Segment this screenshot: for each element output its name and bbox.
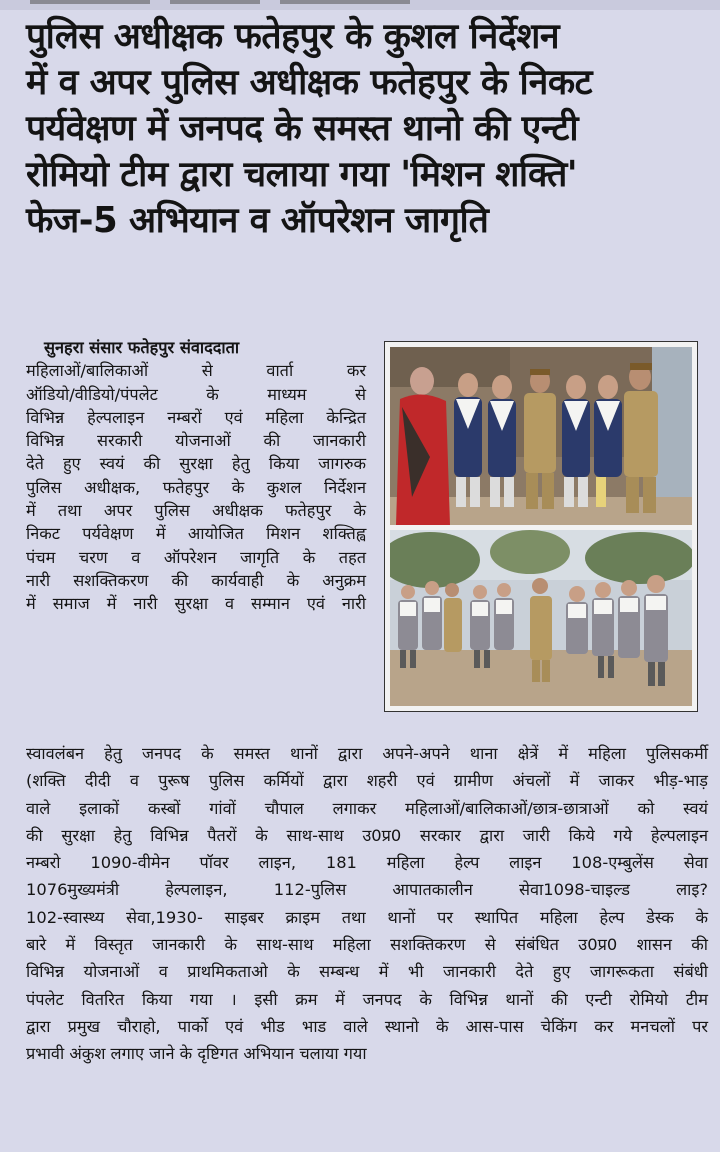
- column-line: देते हुए स्वयं की सुरक्षा हेतु किया जागरुक: [26, 454, 366, 474]
- column-line: ऑडियो/वीडियो/पंपलेट के माध्यम से: [26, 384, 366, 404]
- body-line: प्रभावी अंकुश लगाए जाने के दृष्टिगत अभियान चलाया गया: [26, 1044, 367, 1064]
- left-column-text: [26, 336, 366, 616]
- body-line: 102-स्वास्थ्य सेवा,1930- साइबर क्राइम तथा थानों पर स्थापित महिला हेल्प डेस्क के: [26, 907, 708, 927]
- headline: [26, 14, 706, 244]
- headline-line: में व अपर पुलिस अधीक्षक फतेहपुर के निकट: [26, 62, 593, 103]
- clipped-top-edge: [0, 0, 720, 10]
- body-line: विभिन्न योजनाओं व प्राथमिकताओ के सम्बन्ध में भी जानकारी देते हुए जागरूकता संबंधी: [26, 962, 709, 982]
- photo-outdoor-awareness-rally: [390, 530, 692, 706]
- headline-line: रोमियो टीम द्वारा चलाया गया 'मिशन शक्ति': [26, 154, 578, 195]
- photo-collage: [384, 341, 698, 712]
- body-line: पंपलेट वितरित किया गया । इसी क्रम में जनपद के विभिन्न थानों की एन्टी रोमियो टीम: [26, 989, 708, 1009]
- body-line: नम्बरो 1090-वीमेन पॉवर लाइन, 181 महिला हेल्प लाइन 108-एम्बुलेंस सेवा: [26, 853, 708, 873]
- column-line: में समाज में नारी सुरक्षा व सम्मान एवं नारी: [26, 594, 366, 614]
- column-line: विभिन्न हेल्पलाइन नम्बरों एवं महिला केन्द्रित: [26, 407, 366, 427]
- body-line: बारे में विस्तृत जानकारी के साथ-साथ महिला सशक्तिकरण से संबंधित उ0प्र0 शासन की: [26, 935, 708, 955]
- body-line: (शक्ति दीदी व पुरूष पुलिस कर्मियों द्वारा शहरी एवं ग्रामीण अंचलों में जाकर भीड़-भाड़: [26, 771, 708, 791]
- body-line: की सुरक्षा हेतु विभिन्न पैतरों के साथ-साथ उ0प्र0 सरकार द्वारा जारी किये गये हेल्पलाइन: [26, 825, 708, 845]
- body-line: द्वारा प्रमुख चौराहो, पार्को एवं भीड भाड वाले स्थानो के आस-पास चेकिंग कर मनचलों पर: [26, 1016, 708, 1036]
- column-line: में तथा अपर पुलिस अधीक्षक फतेहपुर के: [26, 501, 366, 521]
- column-line: पुलिस अधीक्षक, फतेहपुर के कुशल निर्देशन: [26, 477, 366, 497]
- full-width-body-text: [26, 740, 708, 1068]
- headline-line: पुलिस अधीक्षक फतेहपुर के कुशल निर्देशन: [26, 16, 560, 57]
- column-line: पंचम चरण व ऑपरेशन जागृति के तहत: [26, 547, 366, 567]
- headline-line: पर्यवेक्षण में जनपद के समस्त थानो की एन्टी: [26, 108, 579, 149]
- body-line: स्वावलंबन हेतु जनपद के समस्त थानों द्वारा अपने-अपने थाना क्षेत्रें में महिला पुलिसकर्मी: [26, 744, 708, 763]
- column-line: विभिन्न सरकारी योजनाओं की जानकारी: [26, 431, 366, 451]
- column-line: निकट पर्यवेक्षण में आयोजित मिशन शक्तिह्व: [26, 524, 366, 544]
- column-line: महिलाओं/बालिकाओं से वार्ता कर: [26, 361, 366, 381]
- body-line: वाले इलाकों कस्बों गांवों चौपाल लगाकर महिलाओं/बालिकाओं/छात्र-छात्राओं को स्वयं: [26, 798, 708, 818]
- byline: सुनहरा संसार फतेहपुर संवाददाता: [44, 338, 240, 357]
- column-line: नारी सशक्तिकरण की कार्यवाही के अनुक्रम: [26, 570, 366, 590]
- body-line: 1076मुख्यमंत्री हेल्पलाइन, 112-पुलिस आपातकालीन सेवा1098-चाइल्ड लाइ?: [26, 880, 708, 900]
- photo-police-team-indoors: [390, 347, 692, 525]
- headline-line: फेज-5 अभियान व ऑपरेशन जागृति: [26, 200, 489, 241]
